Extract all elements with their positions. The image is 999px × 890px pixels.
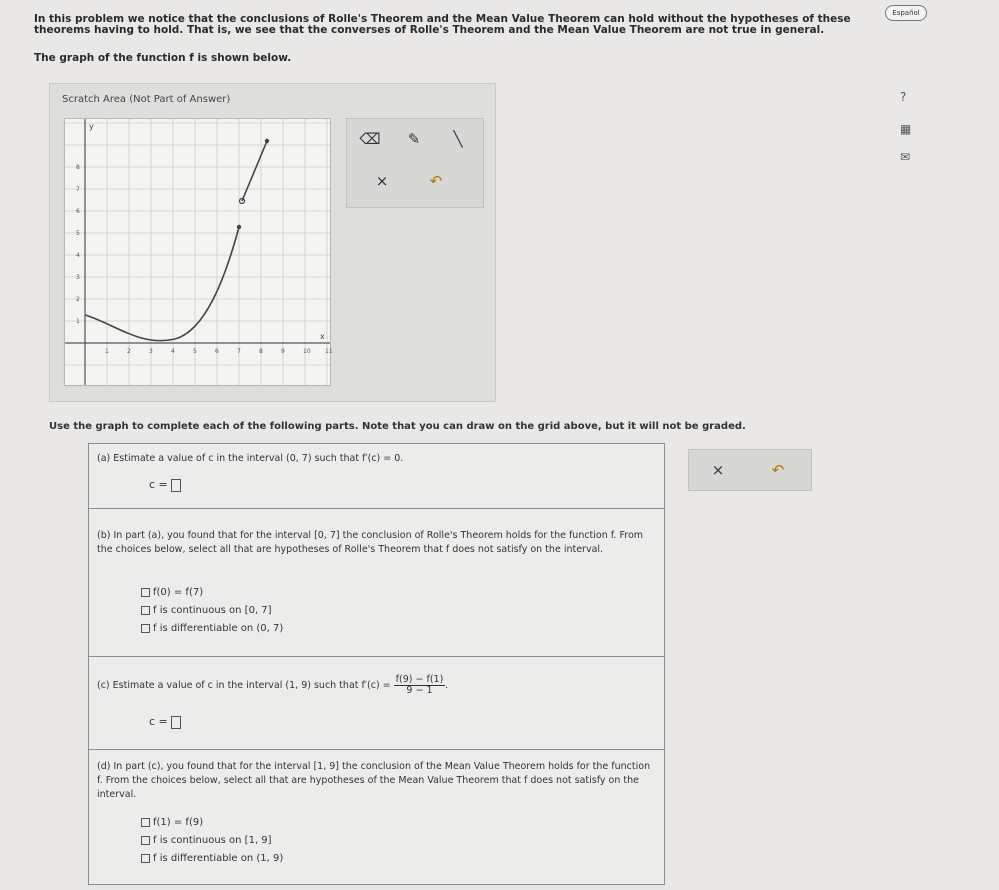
answer-tools-panel	[688, 449, 812, 491]
choice-label: f is differentiable on (1, 9)	[153, 853, 284, 864]
x-tick-label: 9	[281, 348, 285, 355]
checkbox[interactable]	[141, 624, 150, 633]
x-tick-label: 5	[193, 348, 197, 355]
graph-caption: The graph of the function f is shown below.	[34, 52, 292, 64]
y-tick-label: 8	[76, 164, 80, 171]
part-b-prompt: In part (a), you found that for the interval [0, 7] the conclusion of Rolle's Theorem holds for the function f. From the choices below, select all that are hypotheses of Rolle's Theorem that f does not satisfy on the interval.	[97, 530, 644, 555]
x-tick-label: 11	[325, 348, 333, 355]
part-b-choice-2[interactable]	[141, 604, 272, 618]
y-tick-labels	[76, 164, 80, 325]
x-tick-label: 3	[149, 348, 153, 355]
x-tick-label: 8	[259, 348, 263, 355]
y-tick-label: 2	[76, 296, 80, 303]
part-c-answer-label: c =	[149, 715, 168, 728]
choice-label: f(0) = f(7)	[153, 587, 204, 598]
y-tick-label: 3	[76, 274, 80, 281]
part-c-prompt: Estimate a value of c in the interval (1, 9) such that f′(c) =	[112, 680, 391, 691]
checkbox[interactable]	[141, 836, 150, 845]
part-a-label: (a)	[97, 453, 111, 464]
part-c-label: (c)	[97, 680, 110, 691]
y-tick-label: 4	[76, 252, 80, 259]
language-toggle-button[interactable]: Español	[885, 5, 927, 21]
x-tick-label: 4	[171, 348, 175, 355]
scratch-area-title: Scratch Area (Not Part of Answer)	[62, 94, 231, 105]
undo-answer-icon[interactable]: ↶	[771, 461, 785, 479]
part-a	[89, 444, 664, 509]
part-a-answer-label: c =	[149, 478, 168, 491]
grid-lines	[63, 119, 330, 387]
part-c-answer-input[interactable]	[171, 716, 181, 729]
graph-canvas[interactable]	[64, 118, 331, 386]
line-tool-icon[interactable]: ╲	[453, 130, 463, 148]
pencil-icon[interactable]: ✎	[407, 130, 421, 148]
part-d-prompt: In part (c), you found that for the interval [1, 9] the conclusion of the Mean Value Theorem holds for the function f. From the choices below, select all that are hypotheses of the Mean Value Theorem that f does not satisfy on the interval.	[97, 761, 651, 800]
y-axis-label: y	[89, 122, 94, 131]
closed-endpoint	[237, 225, 241, 229]
part-b-choice-1[interactable]	[141, 586, 203, 600]
calculator-icon[interactable]: ▦	[900, 122, 912, 136]
part-a-answer-row	[149, 478, 181, 492]
choice-label: f is differentiable on (0, 7)	[153, 623, 284, 634]
y-tick-label: 1	[76, 318, 80, 325]
y-tick-label: 6	[76, 208, 80, 215]
x-tick-label: 10	[303, 348, 311, 355]
x-tick-labels	[105, 348, 333, 355]
x-tick-label: 1	[105, 348, 109, 355]
checkbox[interactable]	[141, 818, 150, 827]
part-c: (c) Estimate a value of c in the interval (1, 9) such that f′(c) = $\frac{f(9) - f(1)}{9 - 1}$ . c =	[89, 657, 664, 750]
clear-answer-icon[interactable]: ×	[711, 461, 725, 479]
undo-icon[interactable]: ↶	[429, 172, 443, 190]
y-tick-label: 7	[76, 186, 80, 193]
x-tick-label: 2	[127, 348, 131, 355]
eraser-icon[interactable]: ⌫	[359, 130, 381, 148]
y-tick-label: 5	[76, 230, 80, 237]
part-a-prompt: Estimate a value of c in the interval (0, 7) such that f′(c) = 0.	[113, 453, 404, 464]
part-b-label: (b)	[97, 530, 111, 541]
answer-box	[88, 443, 665, 885]
part-a-answer-input[interactable]	[171, 479, 181, 492]
part-b-choice-3[interactable]	[141, 622, 283, 636]
closed-endpoint-top	[265, 139, 269, 143]
checkbox[interactable]	[141, 854, 150, 863]
part-d	[89, 750, 664, 884]
choice-label: f(1) = f(9)	[153, 817, 204, 828]
checkbox[interactable]	[141, 588, 150, 597]
problem-intro: In this problem we notice that the conclusions of Rolle's Theorem and the Mean Value Theorem can hold without the hypotheses of these theorems having to hold. That is, we see that the converses of Rolle's Theorem and the Mean Value Theorem are not true in general.	[34, 13, 851, 36]
instructions: Use the graph to complete each of the following parts. Note that you can draw on the grid above, but it will not be graded.	[49, 421, 746, 432]
x-axis-label: x	[320, 332, 325, 341]
mvt-fraction	[394, 675, 446, 696]
fraction-denominator: 9 − 1	[406, 685, 433, 696]
part-d-label: (d)	[97, 761, 111, 772]
x-tick-label: 6	[215, 348, 219, 355]
clear-icon[interactable]: ×	[375, 172, 389, 190]
x-tick-label: 7	[237, 348, 241, 355]
fraction-numerator: f(9) − f(1)	[395, 674, 444, 685]
function-graph	[65, 119, 333, 385]
choice-label: f is continuous on [1, 9]	[153, 835, 272, 846]
choice-label: f is continuous on [0, 7]	[153, 605, 272, 616]
part-d-choice-1[interactable]	[141, 816, 203, 830]
curve-segment	[85, 227, 239, 341]
drawing-tools-panel	[346, 118, 484, 208]
line-segment	[242, 141, 267, 201]
mail-icon[interactable]: ✉	[900, 150, 911, 164]
part-c-answer-row	[149, 715, 181, 729]
checkbox[interactable]	[141, 606, 150, 615]
help-icon[interactable]: ?	[900, 90, 907, 104]
part-d-choice-2[interactable]	[141, 834, 272, 848]
part-d-choice-3[interactable]	[141, 852, 283, 866]
part-b	[89, 509, 664, 657]
